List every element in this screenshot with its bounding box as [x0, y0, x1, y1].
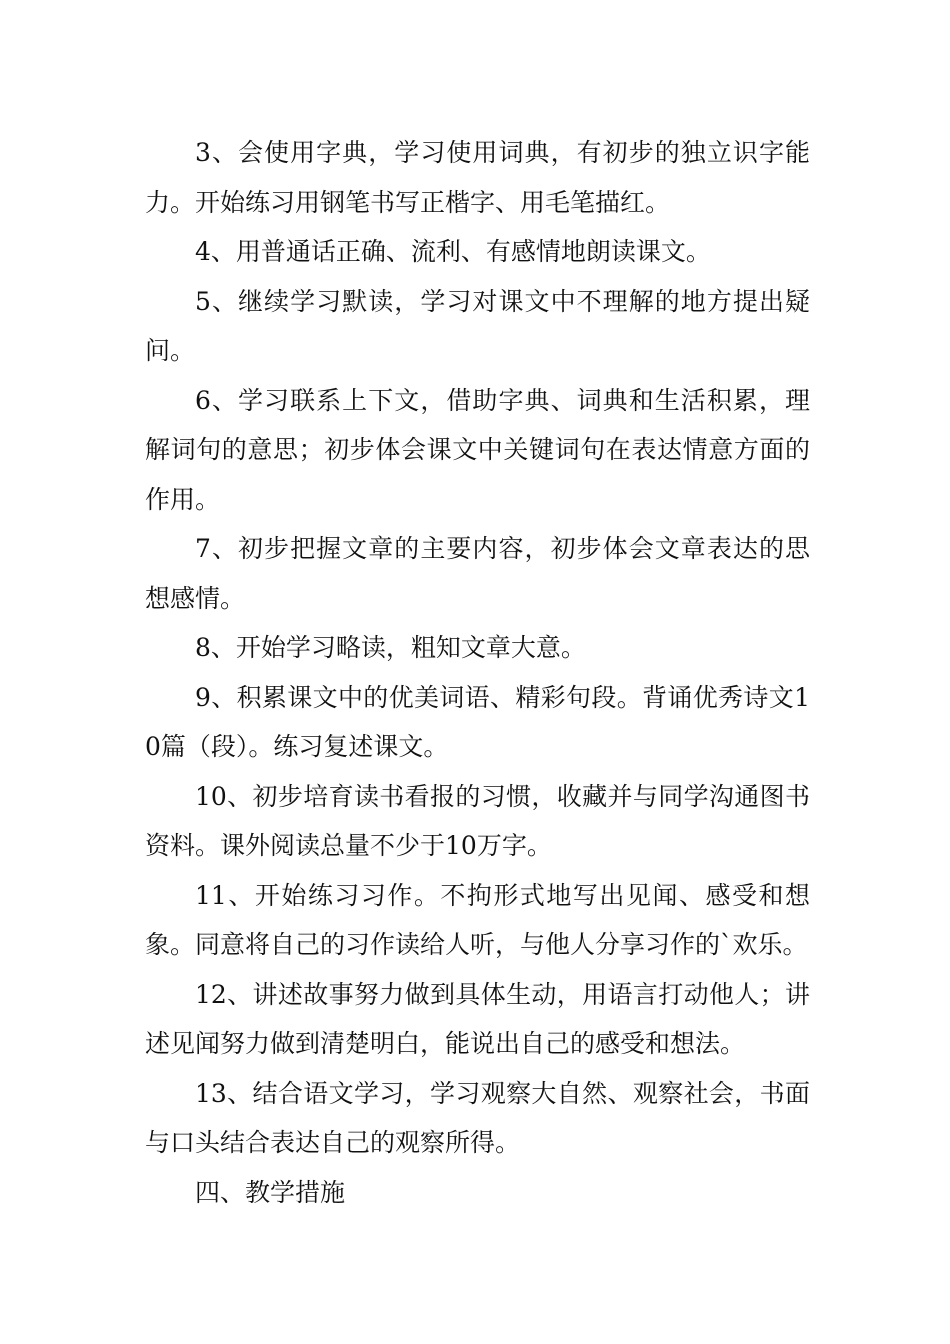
paragraph-item-6: 6、学习联系上下文，借助字典、词典和生活积累，理解词句的意思；初步体会课文中关键词句在表达情意方面的作用。	[145, 385, 810, 514]
paragraph-item-11: 11、开始练习习作。不拘形式地写出见闻、感受和想象。同意将自己的习作读给人听，与他人分享习作的`欢乐。	[145, 880, 810, 959]
paragraph-item-5: 5、继续学习默读，学习对课文中不理解的地方提出疑问。	[145, 286, 810, 365]
paragraph-item-12: 12、讲述故事努力做到具体生动，用语言打动他人；讲述见闻努力做到清楚明白，能说出自己的感受和想法。	[145, 979, 810, 1058]
paragraph-item-7: 7、初步把握文章的主要内容，初步体会文章表达的思想感情。	[145, 534, 810, 613]
paragraph-item-4: 4、用普通话正确、流利、有感情地朗读课文。	[195, 237, 711, 266]
paragraph-item-10: 10、初步培育读书看报的习惯，收藏并与同学沟通图书资料。课外阅读总量不少于10万字。	[145, 781, 810, 860]
paragraph-item-9: 9、积累课文中的优美词语、精彩句段。背诵优秀诗文10篇（段）。练习复述课文。	[145, 682, 810, 761]
section-heading-teaching-measures: 四、教学措施	[195, 1177, 346, 1207]
document-body	[145, 128, 810, 1217]
paragraph-item-8: 8、开始学习略读，粗知文章大意。	[195, 633, 586, 662]
paragraph-item-3: 3、会使用字典，学习使用词典，有初步的独立识字能力。开始练习用钢笔书写正楷字、用毛笔描红。	[145, 138, 810, 217]
paragraph-item-13: 13、结合语文学习，学习观察大自然、观察社会，书面与口头结合表达自己的观察所得。	[145, 1078, 810, 1157]
